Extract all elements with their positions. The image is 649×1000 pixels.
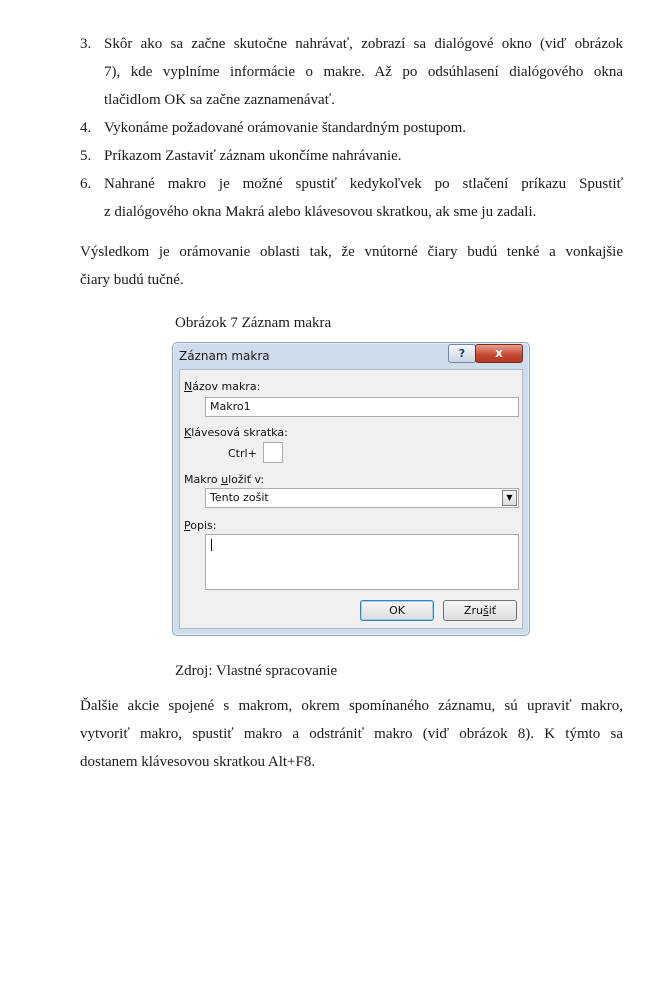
list-number: 3. xyxy=(80,36,92,52)
figure-caption: Obrázok 7 Záznam makra xyxy=(175,315,332,331)
list-number: 6. xyxy=(80,176,92,192)
shortcut-label: Klávesová skratka: xyxy=(184,426,288,439)
description-label: Popis: xyxy=(184,519,217,532)
text-line: Výsledkom je orámovanie oblasti tak, že vnútorné čiary budú tenké a vonkajšie xyxy=(80,244,623,260)
list-item-text xyxy=(104,170,623,226)
ok-button[interactable]: OK xyxy=(360,600,434,621)
text-line: Príkazom Zastaviť záznam ukončíme nahrávanie. xyxy=(104,148,402,164)
macro-name-label: Názov makra: xyxy=(184,380,261,393)
chevron-down-icon[interactable]: ▼ xyxy=(502,490,517,506)
macro-name-input[interactable]: Makro1 xyxy=(205,397,519,417)
text-line: Vykonáme požadované orámovanie štandardným postupom. xyxy=(104,120,466,136)
list-item-text xyxy=(104,142,623,170)
dialog-body xyxy=(179,369,523,629)
text-line: Nahrané makro je možné spustiť kedykoľvek po stlačení príkazu Spustiť xyxy=(104,176,623,192)
store-macro-select[interactable] xyxy=(205,488,519,508)
list-item-text xyxy=(104,114,623,142)
text-line: 7), kde vyplníme informácie o makre. Až po odsúhlasení dialógového okna xyxy=(104,64,623,80)
help-button[interactable]: ? xyxy=(448,344,476,363)
list-item-text xyxy=(104,30,623,114)
figure-source: Zdroj: Vlastné spracovanie xyxy=(175,663,338,679)
list-number: 5. xyxy=(80,148,92,164)
store-macro-value: Tento zošit xyxy=(210,491,269,504)
text-line: tlačidlom OK sa začne zaznamenávať. xyxy=(104,92,335,108)
close-button[interactable]: x xyxy=(475,344,523,363)
shortcut-key-input[interactable] xyxy=(263,442,283,463)
description-textarea[interactable] xyxy=(205,534,519,590)
dialog-titlebar[interactable] xyxy=(173,343,529,367)
text-line: čiary budú tučné. xyxy=(80,272,184,288)
text-line: Skôr ako sa začne skutočne nahrávať, zobrazí sa dialógové okno (viď obrázok xyxy=(104,36,623,52)
paragraph xyxy=(80,238,623,294)
text-line: Ďalšie akcie spojené s makrom, okrem spomínaného záznamu, sú upraviť makro, xyxy=(80,698,623,714)
text-line: dostanem klávesovou skratkou Alt+F8. xyxy=(80,754,316,770)
record-macro-dialog xyxy=(172,342,530,636)
ctrl-label: Ctrl+ xyxy=(228,447,257,460)
text-line: z dialógového okna Makrá alebo klávesovou skratkou, ak sme ju zadali. xyxy=(104,204,537,220)
store-macro-label: Makro uložiť v: xyxy=(184,473,265,486)
cancel-button[interactable]: Zrušiť xyxy=(443,600,517,621)
list-number: 4. xyxy=(80,120,92,136)
text-caret xyxy=(211,539,212,551)
paragraph xyxy=(80,692,623,776)
dialog-title: Záznam makra xyxy=(179,349,270,363)
text-line: vytvoriť makro, spustiť makro a odstrániť makro (viď obrázok 8). K týmto sa xyxy=(80,726,623,742)
